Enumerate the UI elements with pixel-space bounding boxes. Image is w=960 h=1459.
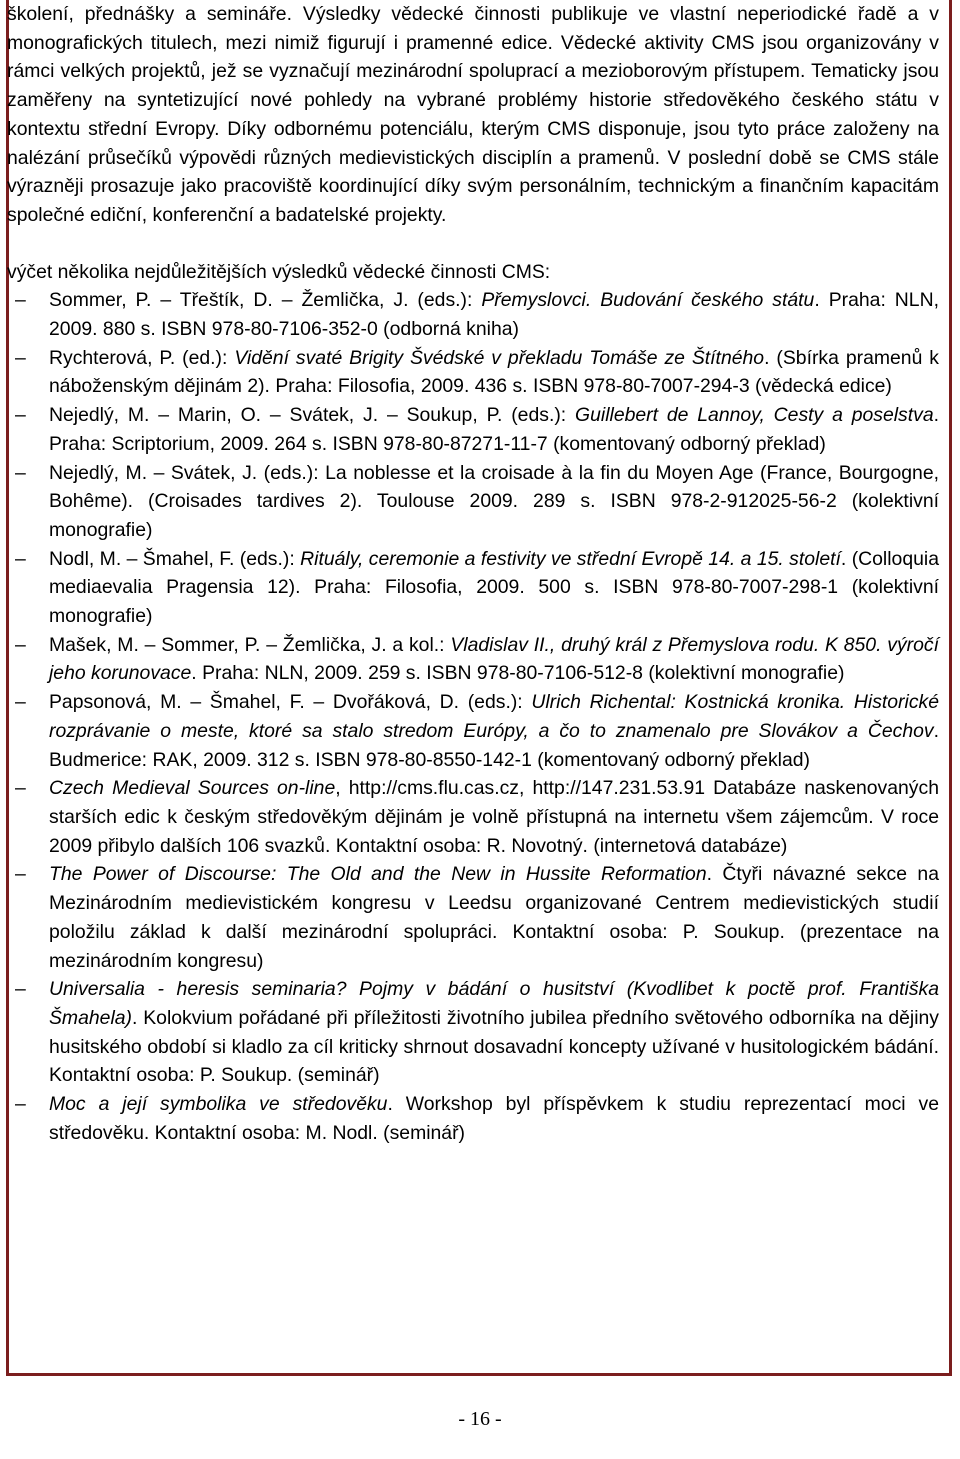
citation-details: , http://cms.flu.cas.cz, http://147.231.53.91 Databáze naskenovaných starších edic k českým středověkým dějinám je volně přístupná na internetu všem zájemcům. V roce 2009 přibylo dalších 106 svazků. Kontaktní osoba: R. Novotný. (internetová databáze) [49,777,939,857]
list-item [7,459,939,545]
list-item [7,774,939,860]
citation-title: Czech Medieval Sources on-line [49,777,336,800]
list-item [7,344,939,401]
citation-title: Rituály, ceremonie a festivity ve střední Evropě 14. a 15. století [300,547,841,570]
citation-title: Ulrich Richental: Kostnická kronika. Historické rozprávanie o meste, ktoré sa stalo stredom Európy, a čo to znamenalo pre Slovákov a Čechov [49,691,939,742]
citation-title: Moc a její symbolika ve středověku [49,1093,388,1116]
document-body [7,0,939,1147]
citation-details: . Kolokvium pořádané při příležitosti životního jubilea předního světového odborníka na dějiny husitského období si kladlo za cíl kriticky shrnout dosavadní koncepty užívané v husitologickém bádání. Kontaktní osoba: P. Soukup. (seminář) [49,1006,939,1087]
citation-text: Papsonová, M. – Šmahel, F. – Dvořáková, D. (eds.): [49,691,532,714]
dash-bullet: – [15,633,26,656]
citation-details: . Workshop byl příspěvkem k studiu reprezentací moci ve středověku. Kontaktní osoba: M. Nodl. (seminář) [49,1093,939,1144]
dash-bullet: – [15,404,26,427]
citation-text: Nejedlý, M. – Svátek, J. (eds.): La noblesse et la croisade à la fin du Moyen Age (France, Bourgogne, Bohême). (Croisades tardives 2). Toulouse 2009. 289 s. ISBN 978-2-912025-56-2 (kolektivní monografie) [49,461,939,541]
citation-text: Mašek, M. – Sommer, P. – Žemlička, J. a kol.: [49,633,451,656]
page-number: - 16 - [458,1408,502,1430]
dash-bullet: – [15,1093,26,1116]
dash-bullet: – [15,691,26,714]
intro-paragraph: školení, přednášky a semináře. Výsledky vědecké činnosti publikuje ve vlastní neperiodické řadě a v monografických titulech, mezi nimiž figurují i pramenné edice. Vědecké aktivity CMS jsou organizovány v rámci velkých projektů, jež se vyznačují mezinárodní spoluprací a mezioborovým přístupem. Tematicky jsou zaměřeny na syntetizující nové pohledy na vybrané problémy historie středověkého českého státu v kontextu střední Evropy. Díky odbornému potenciálu, kterým CMS disponuje, jsou tyto práce založeny na nalézání průsečíků výpovědi různých medievistických disciplín a pramenů. V poslední době se CMS stále výrazněji prosazuje jako pracoviště koordinující díky svým personálním, technickým a finančním kapacitám společné ediční, konferenční a badatelské projekty. [7,3,939,226]
citation-details: . (Sbírka pramenů k náboženským dějinám 2). Praha: Filosofia, 2009. 436 s. ISBN 978-80-7007-294-3 (vědecká edice) [49,346,940,398]
list-item [7,401,939,458]
citation-text: Rychterová, P. (ed.): [49,346,235,369]
list-item [7,545,939,631]
citation-title: The Power of Discourse: The Old and the New in Hussite Reformation [49,863,707,886]
citation-title: Universalia - heresis seminaria? Pojmy v bádání o husitství (Kvodlibet k poctě prof. Františka Šmahela) [49,978,939,1029]
citation-details: . Budmerice: RAK, 2009. 312 s. ISBN 978-80-8550-142-1 (komentovaný odborný překlad) [49,719,939,771]
citation-text: Nejedlý, M. – Marin, O. – Svátek, J. – Soukup, P. (eds.): [49,404,576,427]
dash-bullet: – [15,461,26,484]
citation-title: Vidění svaté Brigity Švédské v překladu Tomáše ze Štítného [234,346,765,369]
results-list [7,286,939,1147]
citation-details: . Praha: NLN, 2009. 259 s. ISBN 978-80-7106-512-8 (kolektivní monografie) [191,662,845,685]
citation-details: . (Colloquia mediaevalia Pragensia 12). Praha: Filosofia, 2009. 500 s. ISBN 978-80-7007-298-1 (kolektivní monografie) [49,547,939,628]
dash-bullet: – [15,777,26,800]
list-item [7,975,939,1090]
list-item [7,688,939,774]
list-item [7,631,939,688]
list-item [7,1090,939,1147]
dash-bullet: – [15,289,26,312]
dash-bullet: – [15,346,26,369]
citation-text: Nodl, M. – Šmahel, F. (eds.): [49,547,301,570]
results-heading: výčet několika nejdůležitějších výsledků vědecké činnosti CMS: [7,260,551,283]
list-item [7,286,939,343]
dash-bullet: – [15,978,26,1001]
citation-title: Guillebert de Lannoy, Cesty a poselstva [575,404,934,427]
dash-bullet: – [15,547,26,570]
citation-details: . Praha: Scriptorium, 2009. 264 s. ISBN 978-80-87271-11-7 (komentovaný odborný překlad) [49,404,939,455]
list-item [7,860,939,975]
citation-details: . Čtyři návazné sekce na Mezinárodním medievistickém kongresu v Leedsu organizované Centrem medievistických studií položilu základ k další mezinárodní spolupráci. Kontaktní osoba: P. Soukup. (prezentace na mezinárodním kongresu) [49,863,939,972]
citation-text: Sommer, P. – Třeštík, D. – Žemlička, J. (eds.): [49,289,482,312]
dash-bullet: – [15,863,26,886]
citation-title: Vladislav II., druhý král z Přemyslova rodu. K 850. výročí jeho korunovace [49,633,939,685]
citation-details: . Praha: NLN, 2009. 880 s. ISBN 978-80-7106-352-0 (odborná kniha) [49,289,939,341]
citation-title: Přemyslovci. Budování českého státu [481,289,815,312]
